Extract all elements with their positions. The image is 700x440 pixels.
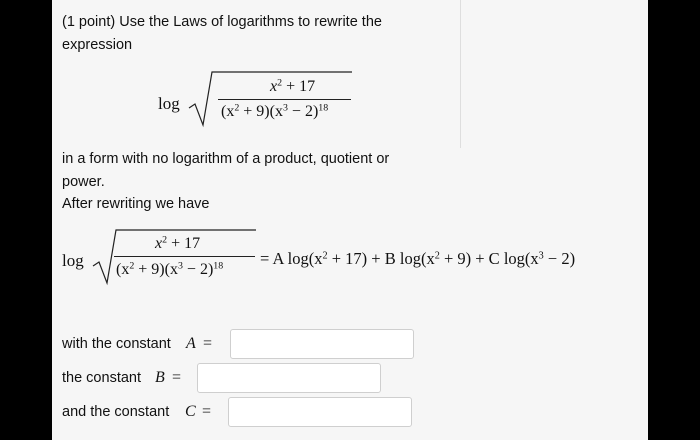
- answer-c-label: and the constant: [62, 404, 170, 420]
- fraction-bar: [114, 256, 255, 257]
- problem-panel: [52, 0, 648, 440]
- answer-c-input[interactable]: [228, 397, 412, 427]
- denominator: $(x^2 + 9)(x^3 - 2)^{18}$: [221, 102, 329, 120]
- log-label: log: [62, 251, 84, 270]
- fraction-bar: [218, 99, 351, 100]
- desc-line-3: After rewriting we have: [62, 196, 210, 212]
- rhs-expression: = A $\log(x^2 + 17) + B$ $\log(x^2 + 9) + C$ $\log(x^3 - 2)$: [260, 249, 576, 268]
- answer-a-label: with the constant: [62, 336, 171, 352]
- answer-a-input[interactable]: [230, 329, 414, 359]
- log-label: log: [158, 94, 180, 113]
- intro-line-1: (1 point) Use the Laws of logarithms to rewrite the: [62, 14, 382, 30]
- denominator: $(x^2 + 9)(x^3 - 2)^{18}$: [116, 260, 224, 278]
- intro-line-2: expression: [62, 37, 133, 53]
- answer-c-eq: =: [202, 403, 212, 420]
- answer-c-var: C: [185, 403, 196, 420]
- answer-a-eq: =: [203, 335, 213, 352]
- desc-line-2: power.: [62, 174, 105, 190]
- answer-b-label: the constant: [62, 370, 141, 386]
- desc-line-1: in a form with no logarithm of a product, quotient or: [62, 151, 390, 167]
- answer-b-input[interactable]: [197, 363, 381, 393]
- panel-divider: [460, 0, 461, 148]
- numerator: $x^2 + 17$: [270, 77, 316, 95]
- answer-b-var: B: [155, 369, 165, 386]
- numerator: $x^2 + 17$: [155, 234, 201, 252]
- answer-b-eq: =: [172, 369, 182, 386]
- answer-a-var: A: [186, 335, 196, 352]
